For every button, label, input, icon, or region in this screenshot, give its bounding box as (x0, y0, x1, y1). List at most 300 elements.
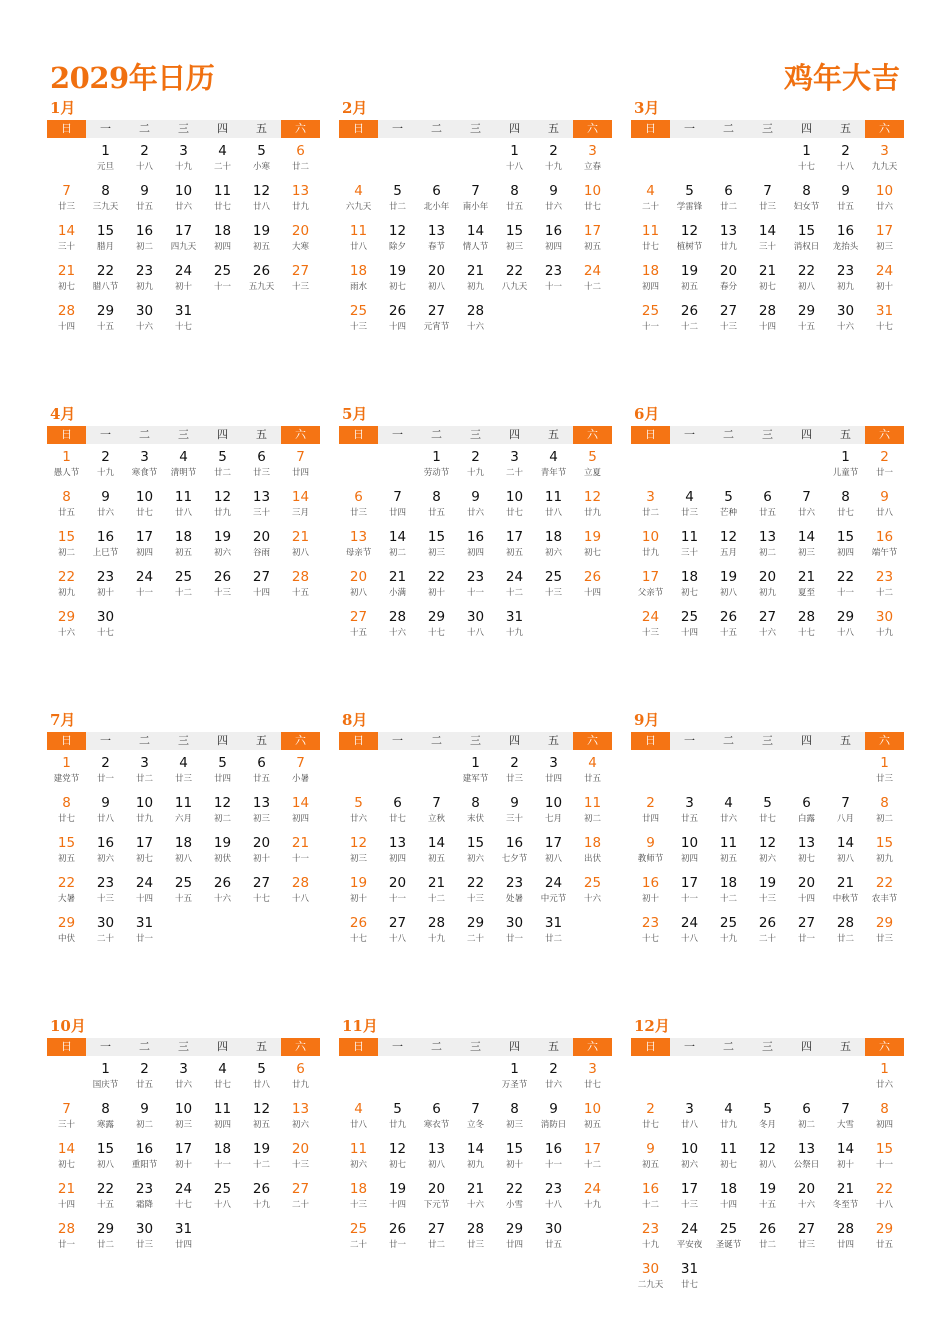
weekday-label: 一 (392, 1040, 403, 1053)
day-number: 25 (349, 303, 368, 319)
day-number: 22 (427, 569, 446, 585)
day-cell (670, 604, 709, 644)
day-number: 31 (174, 303, 193, 319)
day-number: 12 (680, 223, 699, 239)
day-number: 18 (174, 835, 193, 851)
day-cell (339, 484, 378, 524)
day-cell (534, 1176, 573, 1216)
lunar-label: 廿二 (836, 934, 854, 944)
lunar-label: 大雪 (836, 1120, 854, 1130)
day-number: 25 (349, 1221, 368, 1237)
day-cell (456, 750, 495, 790)
lunar-label: 十七 (641, 934, 659, 944)
day-number: 4 (179, 449, 188, 465)
day-cell (826, 178, 865, 218)
day-number: 28 (758, 303, 777, 319)
day-number: 5 (257, 143, 266, 159)
day-number: 7 (841, 795, 850, 811)
empty-cell (456, 1056, 495, 1096)
weekday-label: 三 (178, 734, 189, 747)
day-number: 18 (680, 569, 699, 585)
day-cell (164, 298, 203, 338)
day-number: 27 (427, 303, 446, 319)
lunar-label: 十八 (291, 894, 309, 904)
lunar-label: 初二 (388, 548, 406, 558)
lunar-label: 初九 (875, 854, 893, 864)
lunar-label: 廿六 (797, 508, 815, 518)
lunar-label: 廿七 (836, 508, 854, 518)
lunar-label: 初四 (213, 242, 231, 252)
day-cell (865, 830, 904, 870)
day-cell (378, 484, 417, 524)
day-cell (339, 604, 378, 644)
day-number: 14 (427, 835, 446, 851)
day-cell (456, 258, 495, 298)
day-cell (47, 604, 86, 644)
lunar-label: 十四 (797, 894, 815, 904)
day-cell (164, 1176, 203, 1216)
lunar-label: 初十 (836, 1160, 854, 1170)
day-cell (378, 1176, 417, 1216)
day-cell (242, 444, 281, 484)
lunar-label: 十二 (680, 322, 698, 332)
day-number: 21 (466, 263, 485, 279)
empty-cell (378, 750, 417, 790)
day-cell (748, 1216, 787, 1256)
lunar-label: 二十 (96, 934, 114, 944)
day-cell (670, 1256, 709, 1296)
lunar-label: 初三 (505, 242, 523, 252)
day-number: 19 (758, 1181, 777, 1197)
day-cell (125, 750, 164, 790)
month-title: 5月 (342, 405, 368, 423)
day-cell (125, 564, 164, 604)
day-cell (534, 178, 573, 218)
lunar-label: 廿五 (544, 1240, 562, 1250)
empty-cell (748, 1056, 787, 1096)
day-cell (378, 298, 417, 338)
day-cell (125, 484, 164, 524)
lunar-label: 初十 (174, 282, 192, 292)
day-number: 10 (505, 489, 524, 505)
lunar-label: 小满 (388, 588, 406, 598)
lunar-label: 除夕 (388, 242, 406, 252)
lunar-label: 万圣节 (501, 1080, 528, 1090)
lunar-label: 初七 (57, 282, 75, 292)
day-cell (164, 1096, 203, 1136)
lunar-label: 十九 (96, 468, 114, 478)
day-cell (573, 830, 612, 870)
day-cell (417, 1096, 456, 1136)
day-cell (339, 790, 378, 830)
lunar-label: 十八 (875, 1200, 893, 1210)
lunar-label: 廿二 (291, 162, 309, 172)
months-grid (47, 97, 904, 1321)
day-number: 23 (544, 1181, 563, 1197)
day-number: 24 (641, 609, 660, 625)
day-number: 2 (549, 1061, 558, 1077)
day-cell (709, 1176, 748, 1216)
weekday-header (47, 120, 320, 138)
day-number: 25 (680, 609, 699, 625)
day-number: 23 (96, 569, 115, 585)
day-number: 29 (875, 915, 894, 931)
lunar-label: 妇女节 (793, 202, 820, 212)
day-cell (865, 604, 904, 644)
day-number: 13 (719, 223, 738, 239)
day-cell (456, 218, 495, 258)
lunar-label: 十三 (544, 588, 562, 598)
lunar-label: 廿五 (505, 202, 523, 212)
day-cell (456, 830, 495, 870)
lunar-label: 十九 (174, 162, 192, 172)
day-number: 22 (505, 263, 524, 279)
lunar-label: 愚人节 (53, 468, 80, 478)
lunar-label: 父亲节 (637, 588, 664, 598)
day-cell (86, 1096, 125, 1136)
weekday-label: 三 (470, 122, 481, 135)
day-number: 11 (213, 1101, 232, 1117)
lunar-label: 廿四 (174, 1240, 192, 1250)
weekday-header (47, 1038, 320, 1056)
lunar-label: 十一 (641, 322, 659, 332)
day-cell (495, 1056, 534, 1096)
day-cell (203, 138, 242, 178)
day-cell (417, 564, 456, 604)
day-number: 26 (349, 915, 368, 931)
day-number: 13 (388, 835, 407, 851)
month-block (339, 1015, 612, 1321)
lunar-label: 初八 (174, 854, 192, 864)
lunar-label: 南小年 (462, 202, 489, 212)
month-block (47, 709, 320, 1015)
weekday-header (339, 732, 612, 750)
day-number: 18 (641, 263, 660, 279)
day-cell (456, 444, 495, 484)
lunar-label: 廿四 (213, 774, 231, 784)
day-cell (203, 444, 242, 484)
lunar-label: 廿六 (174, 202, 192, 212)
lunar-label: 十八 (836, 628, 854, 638)
day-number: 5 (218, 755, 227, 771)
lunar-label: 初三 (252, 814, 270, 824)
lunar-label: 二十 (291, 1200, 309, 1210)
lunar-label: 三十 (680, 548, 698, 558)
day-number: 19 (680, 263, 699, 279)
day-number: 3 (588, 1061, 597, 1077)
lunar-label: 廿九 (719, 242, 737, 252)
day-number: 16 (96, 529, 115, 545)
day-cell (378, 258, 417, 298)
day-number: 30 (836, 303, 855, 319)
weekday-label: 一 (100, 122, 111, 135)
day-cell (534, 524, 573, 564)
lunar-label: 廿三 (505, 774, 523, 784)
day-cell (47, 1136, 86, 1176)
day-number: 26 (252, 1181, 271, 1197)
days-grid (47, 138, 320, 338)
lunar-label: 廿七 (680, 1280, 698, 1290)
day-cell (573, 218, 612, 258)
day-number: 25 (174, 875, 193, 891)
day-number: 13 (797, 1141, 816, 1157)
day-cell (125, 1176, 164, 1216)
lunar-label: 劳动节 (423, 468, 450, 478)
day-number: 17 (135, 835, 154, 851)
lunar-label: 十四 (680, 628, 698, 638)
day-cell (787, 1136, 826, 1176)
day-number: 9 (841, 183, 850, 199)
day-cell (456, 524, 495, 564)
lunar-label: 廿一 (875, 468, 893, 478)
day-cell (670, 524, 709, 564)
day-number: 5 (763, 1101, 772, 1117)
weekday-label: 四 (801, 734, 812, 747)
lunar-label: 腊月 (96, 242, 114, 252)
day-number: 7 (471, 1101, 480, 1117)
lunar-label: 初六 (466, 854, 484, 864)
day-cell (125, 1096, 164, 1136)
day-cell (281, 444, 320, 484)
day-number: 10 (174, 183, 193, 199)
day-number: 31 (875, 303, 894, 319)
day-number: 29 (57, 609, 76, 625)
day-cell (748, 484, 787, 524)
day-cell (495, 750, 534, 790)
day-cell (495, 444, 534, 484)
day-cell (787, 1216, 826, 1256)
day-number: 12 (388, 223, 407, 239)
day-number: 23 (96, 875, 115, 891)
day-number: 23 (875, 569, 894, 585)
lunar-label: 十一 (291, 854, 309, 864)
day-cell (826, 1136, 865, 1176)
lunar-label: 十四 (135, 894, 153, 904)
day-cell (86, 298, 125, 338)
lunar-label: 十九 (466, 468, 484, 478)
day-number: 3 (140, 755, 149, 771)
lunar-label: 十五 (349, 628, 367, 638)
day-cell (709, 1216, 748, 1256)
weekday-label: 一 (100, 428, 111, 441)
lunar-label: 初四 (291, 814, 309, 824)
day-cell (281, 178, 320, 218)
lunar-label: 十七 (349, 934, 367, 944)
day-number: 28 (836, 915, 855, 931)
day-number: 29 (96, 1221, 115, 1237)
day-cell (378, 524, 417, 564)
day-cell (670, 218, 709, 258)
lunar-label: 腊八节 (92, 282, 119, 292)
day-cell (281, 830, 320, 870)
day-number: 21 (388, 569, 407, 585)
day-cell (709, 484, 748, 524)
lunar-label: 初八 (836, 854, 854, 864)
lunar-label: 初七 (680, 588, 698, 598)
day-cell (47, 790, 86, 830)
lunar-label: 十八 (466, 628, 484, 638)
weekday-label: 三 (470, 734, 481, 747)
lunar-label: 初二 (213, 814, 231, 824)
lunar-label: 十三 (349, 1200, 367, 1210)
day-cell (417, 524, 456, 564)
lunar-label: 下元节 (423, 1200, 450, 1210)
lunar-label: 初四 (836, 548, 854, 558)
day-number: 15 (57, 835, 76, 851)
lunar-label: 十九 (641, 1240, 659, 1250)
lunar-label: 廿八 (544, 508, 562, 518)
lunar-label: 初六 (291, 1120, 309, 1130)
day-cell (164, 258, 203, 298)
day-cell (339, 178, 378, 218)
day-number: 18 (719, 1181, 738, 1197)
lunar-label: 初八 (291, 548, 309, 558)
day-number: 14 (466, 223, 485, 239)
day-cell (495, 830, 534, 870)
day-number: 14 (57, 1141, 76, 1157)
day-number: 18 (544, 529, 563, 545)
lunar-label: 廿七 (758, 814, 776, 824)
day-number: 2 (646, 1101, 655, 1117)
lunar-label: 初八 (758, 1160, 776, 1170)
weekday-label: 四 (509, 428, 520, 441)
empty-cell (339, 1056, 378, 1096)
lunar-label: 十三 (466, 894, 484, 904)
day-number: 2 (549, 143, 558, 159)
empty-cell (709, 444, 748, 484)
day-cell (865, 910, 904, 950)
lunar-label: 十二 (427, 894, 445, 904)
weekday-label: 日 (631, 426, 670, 444)
weekday-label: 六 (281, 1038, 320, 1056)
day-number: 16 (641, 875, 660, 891)
weekday-label: 二 (431, 428, 442, 441)
day-number: 10 (583, 183, 602, 199)
lunar-label: 廿四 (505, 1240, 523, 1250)
day-number: 8 (880, 1101, 889, 1117)
day-number: 13 (252, 489, 271, 505)
day-number: 10 (583, 1101, 602, 1117)
day-cell (456, 1136, 495, 1176)
weekday-label: 一 (100, 734, 111, 747)
day-cell (573, 790, 612, 830)
day-cell (86, 564, 125, 604)
lunar-label: 三十 (252, 508, 270, 518)
lunar-label: 廿七 (213, 202, 231, 212)
day-cell (534, 1136, 573, 1176)
lunar-label: 廿七 (583, 202, 601, 212)
day-number: 19 (758, 875, 777, 891)
day-cell (534, 830, 573, 870)
day-cell (573, 178, 612, 218)
lunar-label: 初二 (135, 242, 153, 252)
day-cell (242, 1176, 281, 1216)
day-cell (86, 870, 125, 910)
day-cell (495, 1096, 534, 1136)
lunar-label: 初八 (349, 588, 367, 598)
lunar-label: 十二 (252, 1160, 270, 1170)
day-number: 22 (466, 875, 485, 891)
day-cell (242, 830, 281, 870)
lunar-label: 十七 (875, 322, 893, 332)
day-number: 21 (291, 835, 310, 851)
day-cell (86, 750, 125, 790)
day-number: 6 (257, 755, 266, 771)
day-cell (534, 218, 573, 258)
lunar-label: 五九天 (248, 282, 275, 292)
day-number: 17 (680, 875, 699, 891)
day-number: 1 (62, 449, 71, 465)
lunar-label: 十一 (213, 282, 231, 292)
day-cell (378, 1096, 417, 1136)
day-cell (242, 564, 281, 604)
day-cell (339, 1176, 378, 1216)
day-number: 25 (544, 569, 563, 585)
lunar-label: 廿二 (213, 468, 231, 478)
day-number: 20 (388, 875, 407, 891)
days-grid (339, 1056, 612, 1256)
day-cell (281, 750, 320, 790)
day-number: 1 (841, 449, 850, 465)
day-number: 4 (354, 1101, 363, 1117)
lunar-label: 廿四 (544, 774, 562, 784)
day-number: 8 (62, 489, 71, 505)
month-title: 10月 (50, 1017, 86, 1035)
day-cell (47, 910, 86, 950)
day-cell (203, 790, 242, 830)
lunar-label: 十三 (641, 628, 659, 638)
day-number: 2 (101, 449, 110, 465)
lunar-label: 三十 (57, 1120, 75, 1130)
day-cell (670, 1176, 709, 1216)
lunar-label: 廿五 (875, 1240, 893, 1250)
day-cell (86, 830, 125, 870)
day-cell (573, 1056, 612, 1096)
day-number: 24 (544, 875, 563, 891)
day-number: 30 (135, 1221, 154, 1237)
day-number: 20 (291, 223, 310, 239)
lunar-label: 十七 (797, 162, 815, 172)
weekday-label: 四 (217, 1040, 228, 1053)
lunar-label: 二十 (505, 468, 523, 478)
day-cell (631, 1176, 670, 1216)
lunar-label: 中秋节 (832, 894, 859, 904)
calendar-slogan: 鸡年大吉 (783, 61, 900, 95)
lunar-label: 情人节 (462, 242, 489, 252)
month-title: 8月 (342, 711, 368, 729)
day-number: 9 (646, 835, 655, 851)
lunar-label: 处暑 (505, 894, 523, 904)
lunar-label: 廿八 (252, 1080, 270, 1090)
lunar-label: 廿九 (291, 1080, 309, 1090)
weekday-label: 五 (256, 1040, 267, 1053)
weekday-label: 二 (723, 428, 734, 441)
day-number: 6 (393, 795, 402, 811)
lunar-label: 重阳节 (131, 1160, 158, 1170)
lunar-label: 初十 (349, 894, 367, 904)
day-cell (242, 870, 281, 910)
day-cell (826, 218, 865, 258)
day-cell (787, 258, 826, 298)
lunar-label: 冬至节 (832, 1200, 859, 1210)
lunar-label: 三十 (758, 242, 776, 252)
day-number: 6 (802, 1101, 811, 1117)
weekday-header (631, 1038, 904, 1056)
weekday-label: 五 (840, 122, 851, 135)
day-cell (47, 444, 86, 484)
lunar-label: 初十 (252, 854, 270, 864)
lunar-label: 廿六 (544, 1080, 562, 1090)
